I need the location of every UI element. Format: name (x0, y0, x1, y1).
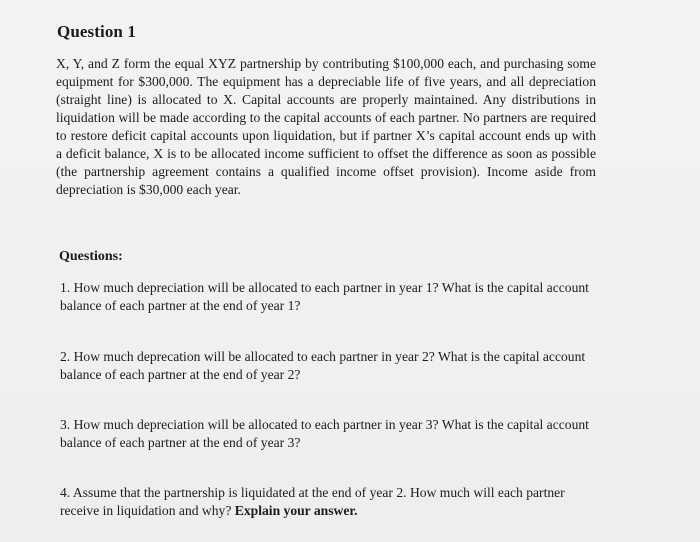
question-item-4 (60, 484, 600, 520)
question-title: Question 1 (57, 22, 136, 41)
question-item-1 (60, 279, 600, 315)
question-item-1-text: 1. How much depreciation will be allocated to each partner in year 1? What is the capital account balance of each partner at the end of year 1? (60, 280, 589, 313)
problem-statement: X, Y, and Z form the equal XYZ partnership by contributing $100,000 each, and purchasing some equipment for $300,000. The equipment has a depreciable life of five years, and all depreciation (straight line) is allocated to X. Capital accounts are properly maintained. Any distributions in liquidation will be made according to the capital accounts of each partner. No partners are required to restore deficit capital accounts upon liquidation, but if partner X’s capital account ends up with a deficit balance, X is to be allocated income sufficient to offset the difference as soon as possible (the partnership agreement contains a qualified income offset provision). Income aside from depreciation is $30,000 each year. (56, 56, 596, 197)
question-item-4-text: 4. Assume that the partnership is liquidated at the end of year 2. How much will each partner receive in liquidation and why? (60, 485, 565, 518)
question-item-2-text: 2. How much deprecation will be allocated to each partner in year 2? What is the capital account balance of each partner at the end of year 2? (60, 349, 586, 382)
question-item-3-text: 3. How much depreciation will be allocated to each partner in year 3? What is the capital account balance of each partner at the end of year 3? (60, 417, 589, 450)
question-item-3 (60, 416, 600, 452)
questions-heading: Questions: (59, 249, 123, 264)
question-item-2 (60, 348, 600, 384)
question-item-4-emphasis: Explain your answer. (234, 503, 358, 518)
